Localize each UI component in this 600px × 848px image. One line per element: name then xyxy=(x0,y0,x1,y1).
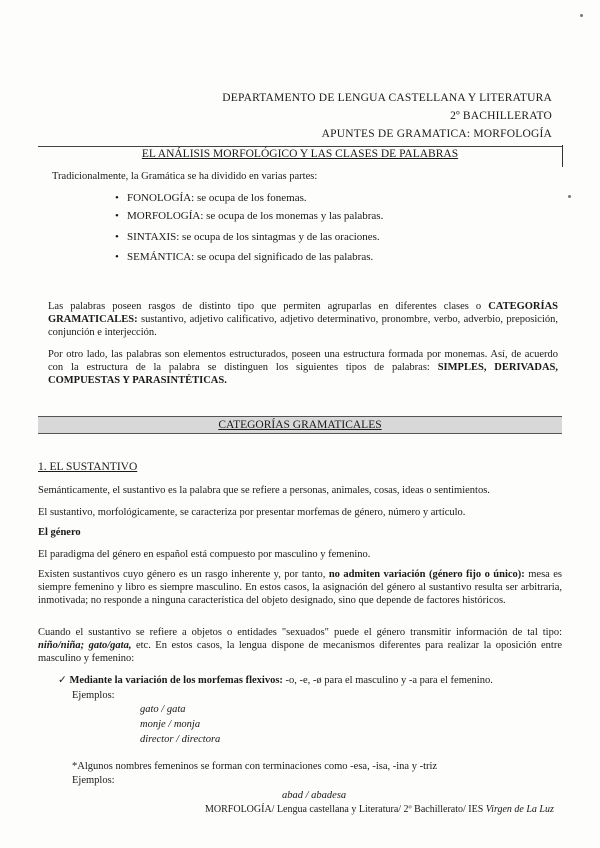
bullet-icon: • xyxy=(115,231,119,243)
para2-text-a: Por otro lado, las palabras son elementos estructurados, poseen una estructura formada por monemas. Así, de acuerdo con la estructura de la palabra se distinguen los siguientes tipos de palabras: xyxy=(48,349,558,373)
footer-school: Virgen de La Luz xyxy=(485,804,554,815)
p5-text-a: Cuando el sustantivo se refiere a objetos o entidades "sexuados" puede el género transmitir información de tal tipo: xyxy=(38,627,562,638)
sustantivo-morphologic: El sustantivo, morfológicamente, se caracteriza por presentar morfemas de género, número y artículo. xyxy=(38,507,466,518)
categorias-paragraph xyxy=(48,300,558,339)
genero-paradigm: El paradigma del género en español está compuesto por masculino y femenino. xyxy=(38,549,371,560)
bullet-semantica xyxy=(115,251,373,263)
section-title-text: EL ANÁLISIS MORFOLÓGICO Y LAS CLASES DE PALABRAS xyxy=(141,148,459,160)
example-abad: abad / abadesa xyxy=(282,790,347,801)
example-gato: gato / gata xyxy=(140,704,186,715)
footer-text: MORFOLOGÍA/ Lengua castellana y Literatura/ 2º Bachillerato/ IES xyxy=(205,804,484,815)
para1-text-c: sustantivo, adjetivo calificativo, adjetivo determinativo, pronombre, verbo, adverbio, preposición, conjunción e interjección. xyxy=(48,314,559,338)
genero-fijo-paragraph xyxy=(38,568,562,607)
course-level: 2º BACHILLERATO xyxy=(450,110,552,122)
sustantivo-semantic: Semánticamente, el sustantivo es la palabra que se refiere a personas, animales, cosas, ideas o sentimientos. xyxy=(38,485,490,496)
bullet-icon: • xyxy=(115,192,119,204)
scan-speck xyxy=(580,14,583,17)
bullet-text: se ocupa de los sintagmas y de las oraciones. xyxy=(182,231,380,243)
margin-line xyxy=(562,145,563,167)
sustantivo-heading xyxy=(38,461,137,473)
example-monje: monje / monja xyxy=(140,719,201,730)
document-subject: APUNTES DE GRAMATICA: MORFOLOGÍA xyxy=(321,128,552,140)
ejemplos-label: Ejemplos: xyxy=(72,690,115,701)
p5-text-c: etc. En estos casos, la lengua dispone de mecanismos diferentes para realizar la oposición entre masculino y femenino: xyxy=(38,640,562,664)
section-title-categorias xyxy=(38,416,562,434)
page-footer xyxy=(205,804,554,815)
bullet-icon: • xyxy=(115,210,119,222)
bullet-text: se ocupa de los monemas y las palabras. xyxy=(206,210,384,222)
p4-text-a: Existen sustantivos cuyo género es un rasgo inherente y, por tanto, xyxy=(38,569,326,580)
p5-examples: niño/niña; gato/gata, xyxy=(38,640,132,651)
variacion-lead: Mediante la variación de los morfemas flexivos: xyxy=(69,675,283,686)
bullet-term: MORFOLOGÍA: xyxy=(127,210,204,222)
para2-emphasis: SIMPLES, DERIVADAS, COMPUESTAS Y PARASINTÉTICAS. xyxy=(48,362,559,386)
femeninos-note: *Algunos nombres femeninos se forman con terminaciones como -esa, -isa, -ina y -triz xyxy=(72,761,438,772)
bullet-icon: • xyxy=(115,251,119,263)
variacion-text: -o, -e, -ø para el masculino y -a para el femenino. xyxy=(285,675,493,686)
bullet-morfologia xyxy=(115,210,383,222)
bullet-term: SEMÁNTICA: xyxy=(127,251,195,263)
heading-text: 1. EL SUSTANTIVO xyxy=(38,461,138,473)
p4-emphasis: no admiten variación (género fijo o único): xyxy=(328,569,525,580)
para1-text-a: Las palabras poseen rasgos de distinto tipo que permiten agruparlas en diferentes clases o xyxy=(48,301,482,312)
variacion-item xyxy=(58,674,558,687)
example-director: director / directora xyxy=(140,734,221,745)
bullet-fonologia xyxy=(115,192,307,204)
sexuados-paragraph xyxy=(38,626,562,665)
para1-emphasis: CATEGORÍAS GRAMATICALES: xyxy=(48,301,559,325)
department-title: DEPARTAMENTO DE LENGUA CASTELLANA Y LITERATURA xyxy=(222,92,552,104)
bullet-text: se ocupa del significado de las palabras. xyxy=(196,251,374,263)
bullet-term: SINTAXIS: xyxy=(127,231,180,243)
section-title-text: CATEGORÍAS GRAMATICALES xyxy=(218,419,382,431)
bullet-term: FONOLOGÍA: xyxy=(127,192,195,204)
genero-heading: El género xyxy=(38,527,81,538)
ejemplos2-label: Ejemplos: xyxy=(72,775,115,786)
checkmark-icon: ✓ xyxy=(58,675,67,686)
section-title-analisis xyxy=(38,146,562,161)
intro-text: Tradicionalmente, la Gramática se ha dividido en varias partes: xyxy=(52,171,318,182)
estructura-paragraph xyxy=(48,348,558,387)
scan-speck xyxy=(568,195,571,198)
bullet-sintaxis xyxy=(115,231,380,243)
p4-text-c: mesa es siempre femenino y libro es siempre masculino. En estos casos, la asignación del género al sustantivo resulta ser arbitraria, inmotivada; no responde a ninguna característica del objeto designado, sino que depende de factores históricos. xyxy=(38,569,563,606)
bullet-text: se ocupa de los fonemas. xyxy=(196,192,307,204)
